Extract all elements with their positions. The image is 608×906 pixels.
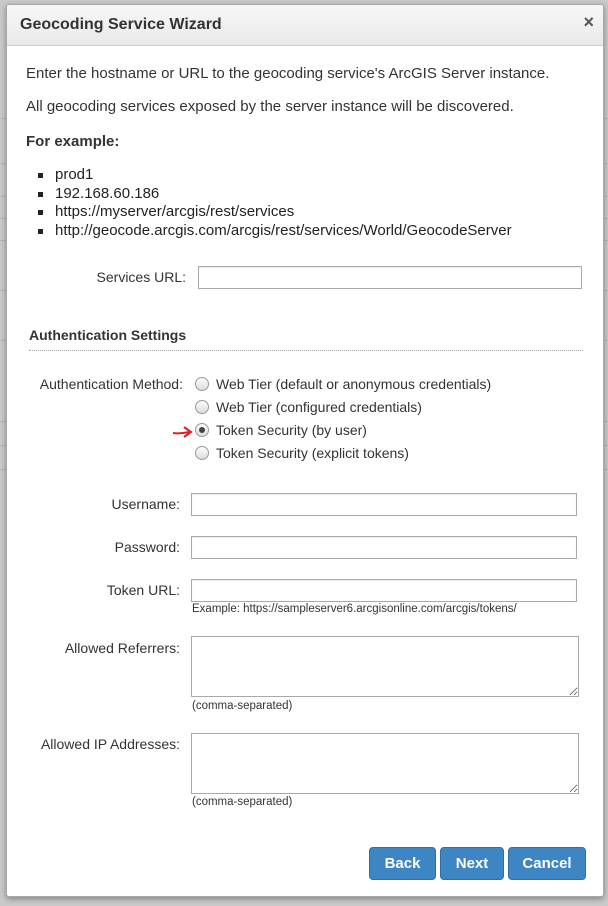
allowed-referrers-label: Allowed Referrers: [64,640,180,656]
token-url-label: Token URL: [106,582,180,598]
username-input[interactable] [191,493,577,516]
list-item: http://geocode.arcgis.com/arcgis/rest/services/World/GeocodeServer [27,222,512,241]
example-list [27,166,512,240]
auth-option-web-tier-configured[interactable] [195,397,422,417]
auth-option-web-tier-default[interactable] [195,374,491,394]
list-item: https://myserver/arcgis/rest/services [27,203,512,222]
auth-option-token-explicit[interactable] [195,443,409,463]
radio-button[interactable] [195,400,209,414]
example-heading: For example: [26,133,120,150]
radio-button-selected[interactable] [195,423,209,437]
radio-button[interactable] [195,377,209,391]
referrers-hint: (comma-separated) [192,700,293,712]
dialog-title: Geocoding Service Wizard [20,16,222,33]
red-arrow-icon [172,425,194,439]
close-icon[interactable]: × [583,12,594,32]
radio-button[interactable] [195,446,209,460]
allowed-ip-textarea[interactable] [191,733,579,794]
radio-label: Web Tier (default or anonymous credentials) [216,376,492,392]
radio-label: Token Security (explicit tokens) [216,445,409,461]
geocoding-wizard-dialog [6,4,604,897]
intro-line-1: Enter the hostname or URL to the geocoding service's ArcGIS Server instance. [26,65,550,82]
auth-method-label: Authentication Method: [39,376,183,392]
radio-label: Web Tier (configured credentials) [216,399,422,415]
token-url-hint: Example: https://sampleserver6.arcgisonline.com/arcgis/tokens/ [192,603,517,615]
services-url-input[interactable] [198,266,582,289]
back-button[interactable]: Back [369,847,436,880]
ip-hint: (comma-separated) [192,796,293,808]
token-url-input[interactable] [191,579,577,602]
password-input[interactable] [191,536,577,559]
allowed-referrers-textarea[interactable] [191,636,579,697]
radio-label: Token Security (by user) [216,422,367,438]
username-label: Username: [111,496,180,512]
list-item: prod1 [27,166,512,185]
auth-section-title: Authentication Settings [29,327,187,343]
section-divider [29,350,583,351]
auth-option-token-by-user[interactable] [195,420,367,440]
cancel-button[interactable]: Cancel [508,847,586,880]
list-item: 192.168.60.186 [27,185,512,204]
allowed-ip-label: Allowed IP Addresses: [40,736,180,752]
services-url-label: Services URL: [96,269,186,285]
dialog-titlebar [7,5,603,46]
next-button[interactable]: Next [440,847,504,880]
password-label: Password: [114,539,180,555]
intro-line-2: All geocoding services exposed by the server instance will be discovered. [26,98,514,115]
